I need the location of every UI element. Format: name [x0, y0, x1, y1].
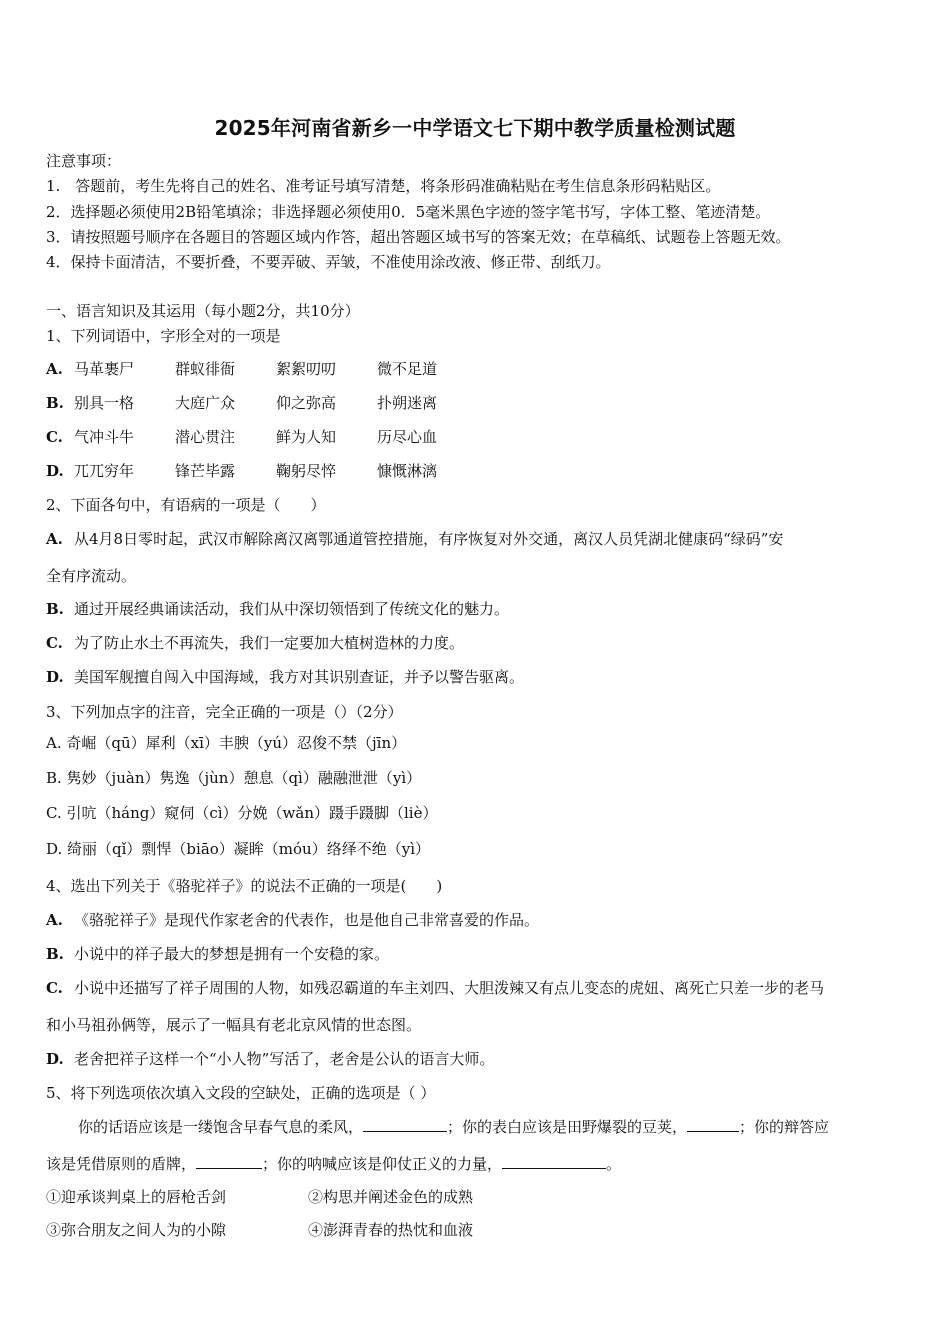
q2-option-d-text: 美国军舰擅自闯入中国海域，我方对其识别查证，并予以警告驱离。: [74, 668, 525, 686]
q4-option-c-label: C.: [46, 979, 63, 997]
q4-option-a-label: A.: [46, 911, 63, 929]
q4-option-b: [46, 944, 389, 964]
q1-option-a-label: A.: [46, 360, 63, 378]
q1-option-d: [46, 461, 478, 481]
q5-passage-part-3: ；你的辩答应: [739, 1118, 830, 1136]
q3-option-a: A. 奇崛（qū）犀利（xī）丰腴（yú）忍俊不禁（jīn）: [46, 734, 407, 752]
q1-option-b-label: B.: [46, 394, 64, 412]
q5-choice-4: ④澎湃青春的热忱和血液: [308, 1221, 474, 1239]
q1-option-a-word-2: 群蚁徘衙: [175, 360, 236, 378]
q1-option-d-word-4: 慷慨淋漓: [377, 462, 438, 480]
q5-passage-part-4: 该是凭借原则的盾牌，: [46, 1155, 197, 1173]
notice-item-4: 4．保持卡面清洁，不要折叠，不要弄破、弄皱，不准使用涂改液、修正带、刮纸刀。: [46, 253, 611, 271]
notice-item-2: 2．选择题必须使用2B铅笔填涂；非选择题必须使用0．5毫米黑色字迹的签字笔书写，字体工整、笔迹清楚。: [46, 203, 771, 221]
q4-option-a-text: 《骆驼祥子》是现代作家老舍的代表作，也是他自己非常喜爱的作品。: [74, 911, 540, 929]
q5-choices-row-1: [46, 1187, 473, 1207]
notice-heading: 注意事项：: [46, 152, 122, 170]
q5-blank-4: [502, 1154, 606, 1169]
q4-option-d: [46, 1049, 494, 1069]
q2-option-a-text-1: 从4月8日零时起，武汉市解除离汉离鄂通道管控措施，有序恢复对外交通，离汉人员凭湖北健康码“绿码”安: [74, 530, 784, 548]
q4-option-c-text-1: 小说中还描写了祥子周围的人物，如残忍霸道的车主刘四、大胆泼辣又有点儿变态的虎妞、离死亡只差一步的老马: [74, 979, 825, 997]
q5-choice-3: ③弥合朋友之间人为的小隙: [46, 1221, 227, 1239]
q5-passage-part-5: ；你的呐喊应该是仰仗正义的力量，: [262, 1155, 503, 1173]
q1-option-c-word-2: 潜心贯注: [175, 428, 236, 446]
q5-passage-line-2: [46, 1154, 621, 1174]
q2-option-c-label: C.: [46, 634, 63, 652]
q2-option-c: [46, 633, 464, 653]
q5-passage-part-6: 。: [606, 1155, 622, 1173]
q2-stem: 2、下面各句中，有语病的一项是（ ）: [46, 496, 326, 514]
q5-stem: 5、将下列选项依次填入文段的空缺处，正确的选项是（ ）: [46, 1084, 436, 1102]
q5-passage-part-2: ；你的表白应该是田野爆裂的豆荚，: [447, 1118, 688, 1136]
q4-option-b-label: B.: [46, 945, 64, 963]
notice-item-3: 3．请按照题号顺序在各题目的答题区域内作答，超出答题区域书写的答案无效；在草稿纸、试题卷上答题无效。: [46, 228, 791, 246]
q5-blank-3: [196, 1154, 262, 1169]
q2-option-a-label: A.: [46, 530, 63, 548]
q1-option-c-label: C.: [46, 428, 63, 446]
q4-stem: 4、选出下列关于《骆驼祥子》的说法不正确的一项是( ): [46, 877, 443, 895]
q2-option-c-text: 为了防止水土不再流失，我们一定要加大植树造林的力度。: [74, 634, 465, 652]
q4-option-c-text-2: 和小马祖孙俩等，展示了一幅具有老北京风情的世态图。: [46, 1016, 422, 1034]
q3-option-b: B. 隽妙（juàn）隽逸（jùn）憩息（qì）融融泄泄（yì）: [46, 769, 422, 787]
q1-option-b: [46, 393, 478, 413]
q2-option-a: [46, 529, 783, 549]
q3-stem: 3、下列加点字的注音，完全正确的一项是（）（2分）: [46, 703, 403, 721]
q4-option-c: [46, 978, 824, 998]
q5-choice-2: ②构思并阐述金色的成熟: [308, 1188, 474, 1206]
q3-option-d: D. 绮丽（qǐ）剽悍（biāo）凝眸（móu）络绎不绝（yì）: [46, 840, 430, 858]
q1-option-a: [46, 359, 478, 379]
q1-option-c-word-3: 鲜为人知: [276, 428, 337, 446]
q5-passage-line-1: [78, 1117, 829, 1137]
q1-option-b-word-3: 仰之弥高: [276, 394, 337, 412]
q2-option-a-text-2: 全有序流动。: [46, 567, 137, 585]
q3-option-c: C. 引吭（háng）窥伺（cì）分娩（wǎn）蹑手蹑脚（liè）: [46, 804, 438, 822]
q4-option-a: [46, 910, 539, 930]
q4-option-d-text: 老舍把祥子这样一个“小人物”写活了，老舍是公认的语言大师。: [74, 1050, 495, 1068]
q5-blank-1: [363, 1117, 447, 1132]
q1-stem: 1、下列词语中，字形全对的一项是: [46, 327, 281, 345]
section-heading: 一、语言知识及其运用（每小题2分，共10分）: [46, 302, 360, 320]
q2-option-d-label: D.: [46, 668, 64, 686]
q1-option-c: [46, 427, 478, 447]
q4-option-d-label: D.: [46, 1050, 64, 1068]
q1-option-d-word-1: 兀兀穷年: [74, 462, 135, 480]
q1-option-d-label: D.: [46, 462, 64, 480]
q5-choices-row-2: [46, 1220, 473, 1240]
page-title: 2025年河南省新乡一中学语文七下期中教学质量检测试题: [214, 116, 736, 140]
q2-option-d: [46, 667, 524, 687]
q5-blank-2: [687, 1117, 739, 1132]
q1-option-b-word-2: 大庭广众: [175, 394, 236, 412]
q1-option-d-word-2: 锋芒毕露: [175, 462, 236, 480]
q2-option-b-label: B.: [46, 600, 64, 618]
q1-option-c-word-1: 气冲斗牛: [74, 428, 135, 446]
q1-option-c-word-4: 历尽心血: [377, 428, 438, 446]
q2-option-b: [46, 599, 509, 619]
q4-option-b-text: 小说中的祥子最大的梦想是拥有一个安稳的家。: [74, 945, 390, 963]
q1-option-b-word-4: 扑朔迷离: [377, 394, 438, 412]
q1-option-a-word-4: 微不足道: [377, 360, 438, 378]
q2-option-b-text: 通过开展经典诵读活动，我们从中深切领悟到了传统文化的魅力。: [74, 600, 510, 618]
q5-passage-part-1: 你的话语应该是一缕饱含早春气息的柔风，: [78, 1118, 364, 1136]
notice-item-1: 1. 答题前，考生先将自己的姓名、准考证号填写清楚，将条形码准确粘贴在考生信息条形码粘贴区。: [46, 177, 721, 195]
q1-option-a-word-3: 絮絮叨叨: [276, 360, 337, 378]
q5-choice-1: ①迎承谈判桌上的唇枪舌剑: [46, 1188, 227, 1206]
q1-option-a-word-1: 马革裹尸: [74, 360, 135, 378]
q1-option-b-word-1: 别具一格: [74, 394, 135, 412]
q1-option-d-word-3: 鞠躬尽悴: [276, 462, 337, 480]
